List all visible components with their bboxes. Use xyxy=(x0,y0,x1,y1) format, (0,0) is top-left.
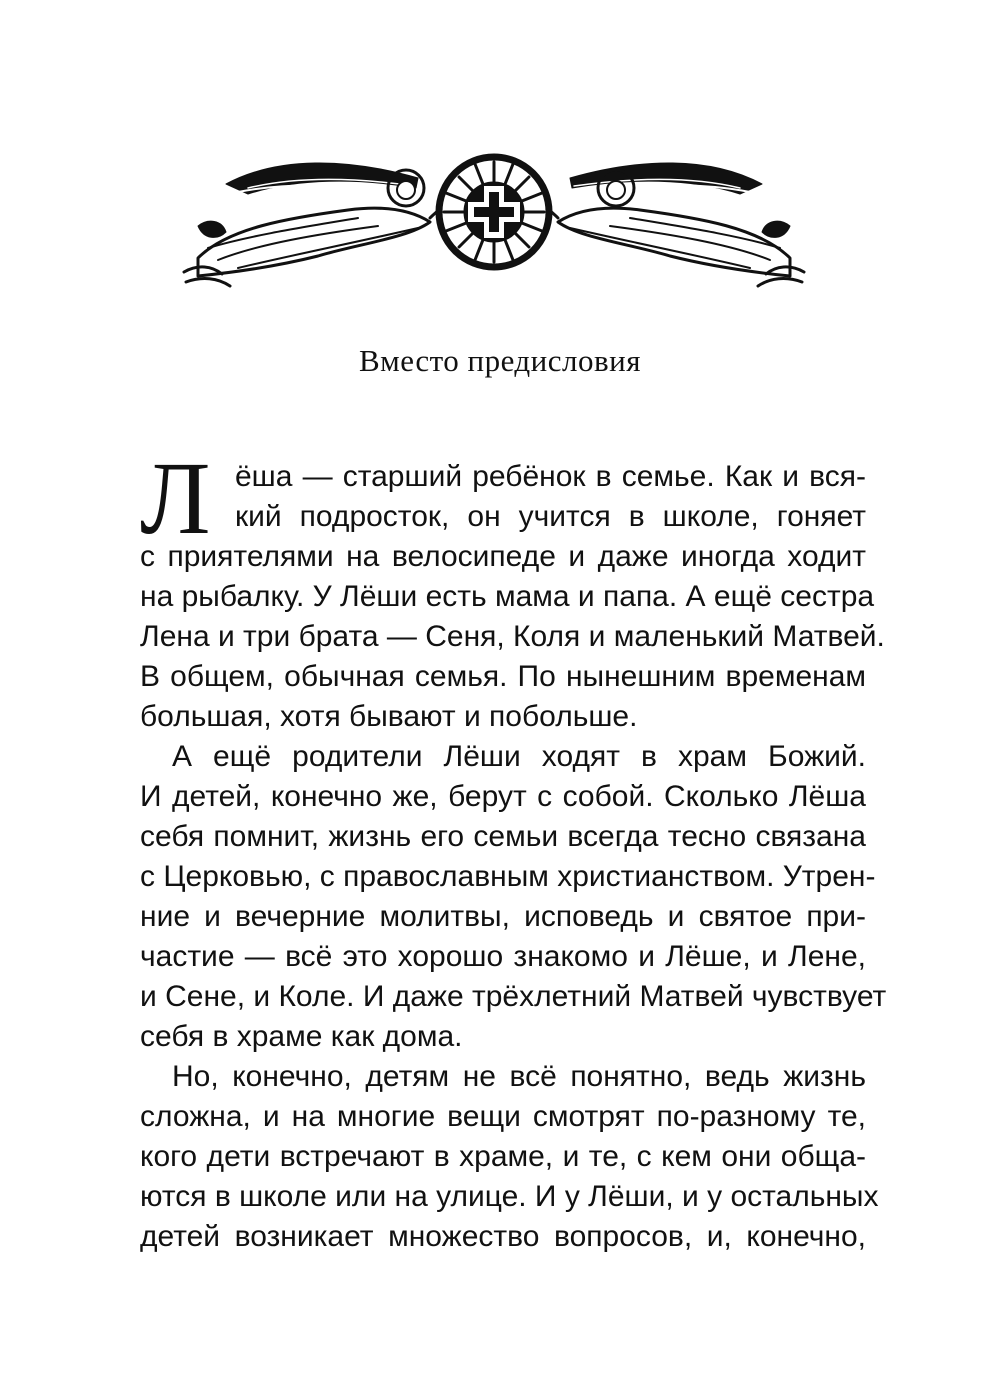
text-line: ние и вечерние молитвы, исповедь и святое при- xyxy=(140,900,866,933)
text-line: с приятелями на велосипеде и даже иногда ходит xyxy=(140,540,866,573)
text-line: ёша — старший ребёнок в семье. Как и вся- xyxy=(235,460,866,493)
text-line: кий подросток, он учится в школе, гоняет xyxy=(235,500,866,533)
text-line: Лена и три брата — Сеня, Коля и маленький Матвей. xyxy=(140,620,885,653)
chapter-title: Вместо предисловия xyxy=(359,343,641,378)
text-line: Но, конечно, детям не всё понятно, ведь жизнь xyxy=(172,1060,866,1093)
text-line: В общем, обычная семья. По нынешним временам xyxy=(140,660,866,693)
text-line: с Церковью, с православным христианством. Утрен- xyxy=(140,860,876,893)
text-line: кого дети встречают в храме, и те, с кем они обща- xyxy=(140,1140,866,1173)
angels-cross-ornament xyxy=(178,148,810,288)
text-line: ются в школе или на улице. И у Лёши, и у остальных xyxy=(140,1180,879,1213)
text-line: себя в храме как дома. xyxy=(140,1020,463,1053)
text-line: и Сене, и Коле. И даже трёхлетний Матвей чувствует xyxy=(140,980,887,1013)
text-line: А ещё родители Лёши ходят в храм Божий. xyxy=(172,740,866,773)
drop-cap: Л xyxy=(140,441,211,556)
text-line: себя помнит, жизнь его семьи всегда тесно связана xyxy=(140,820,866,853)
text-line: частие — всё это хорошо знакомо и Лёше, и Лене, xyxy=(140,940,866,973)
text-line: на рыбалку. У Лёши есть мама и папа. А ещё сестра xyxy=(140,580,875,613)
text-line: детей возникает множество вопросов, и, конечно, xyxy=(140,1220,866,1253)
text-line: И детей, конечно же, берут с собой. Сколько Лёша xyxy=(140,780,866,813)
text-line: сложна, и на многие вещи смотрят по-разному те, xyxy=(140,1100,866,1133)
text-line: большая, хотя бывают и побольше. xyxy=(140,700,638,733)
